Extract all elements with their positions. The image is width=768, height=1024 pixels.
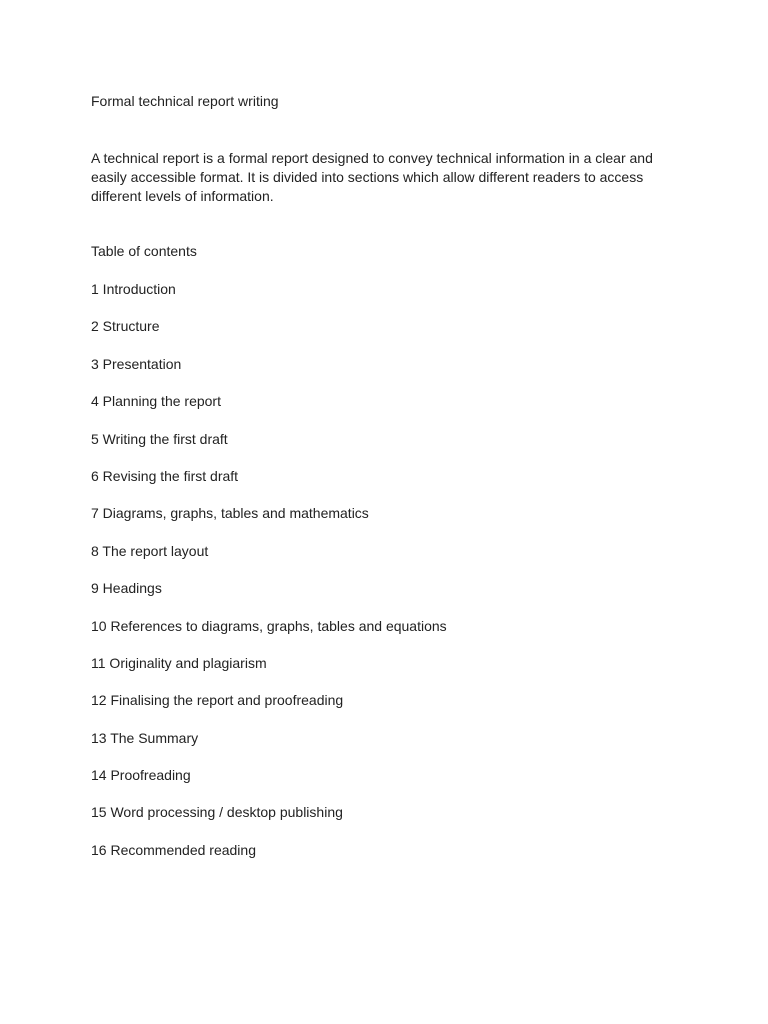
toc-item: 1 Introduction xyxy=(91,281,176,297)
toc-item: 6 Revising the first draft xyxy=(91,467,239,484)
toc-heading: Table of contents xyxy=(91,243,197,259)
toc-item: 4 Planning the report xyxy=(91,393,221,410)
intro-paragraph: A technical report is a formal report designed to convey technical information in a clear and easily accessible format. It is divided into sections which allow different readers to access different levels of information. xyxy=(91,150,653,204)
toc-item: 12 Finalising the report and proofreading xyxy=(91,692,344,709)
toc-item: 10 References to diagrams, graphs, tables and equations xyxy=(91,617,447,634)
toc-item: 9 Headings xyxy=(91,580,162,597)
toc-list xyxy=(91,280,447,878)
toc-item: 5 Writing the first draft xyxy=(91,430,228,447)
toc-item: 15 Word processing / desktop publishing xyxy=(91,804,343,821)
toc-item: 3 Presentation xyxy=(91,355,182,372)
toc-item: 2 Structure xyxy=(91,318,160,335)
toc-item: 13 The Summary xyxy=(91,729,199,746)
toc-item: 14 Proofreading xyxy=(91,767,191,784)
toc-item: 7 Diagrams, graphs, tables and mathematics xyxy=(91,505,369,522)
toc-item: 16 Recommended reading xyxy=(91,841,256,858)
toc-item: 8 The report layout xyxy=(91,542,209,559)
document-title: Formal technical report writing xyxy=(91,93,279,109)
toc-item: 11 Originality and plagiarism xyxy=(91,654,267,671)
